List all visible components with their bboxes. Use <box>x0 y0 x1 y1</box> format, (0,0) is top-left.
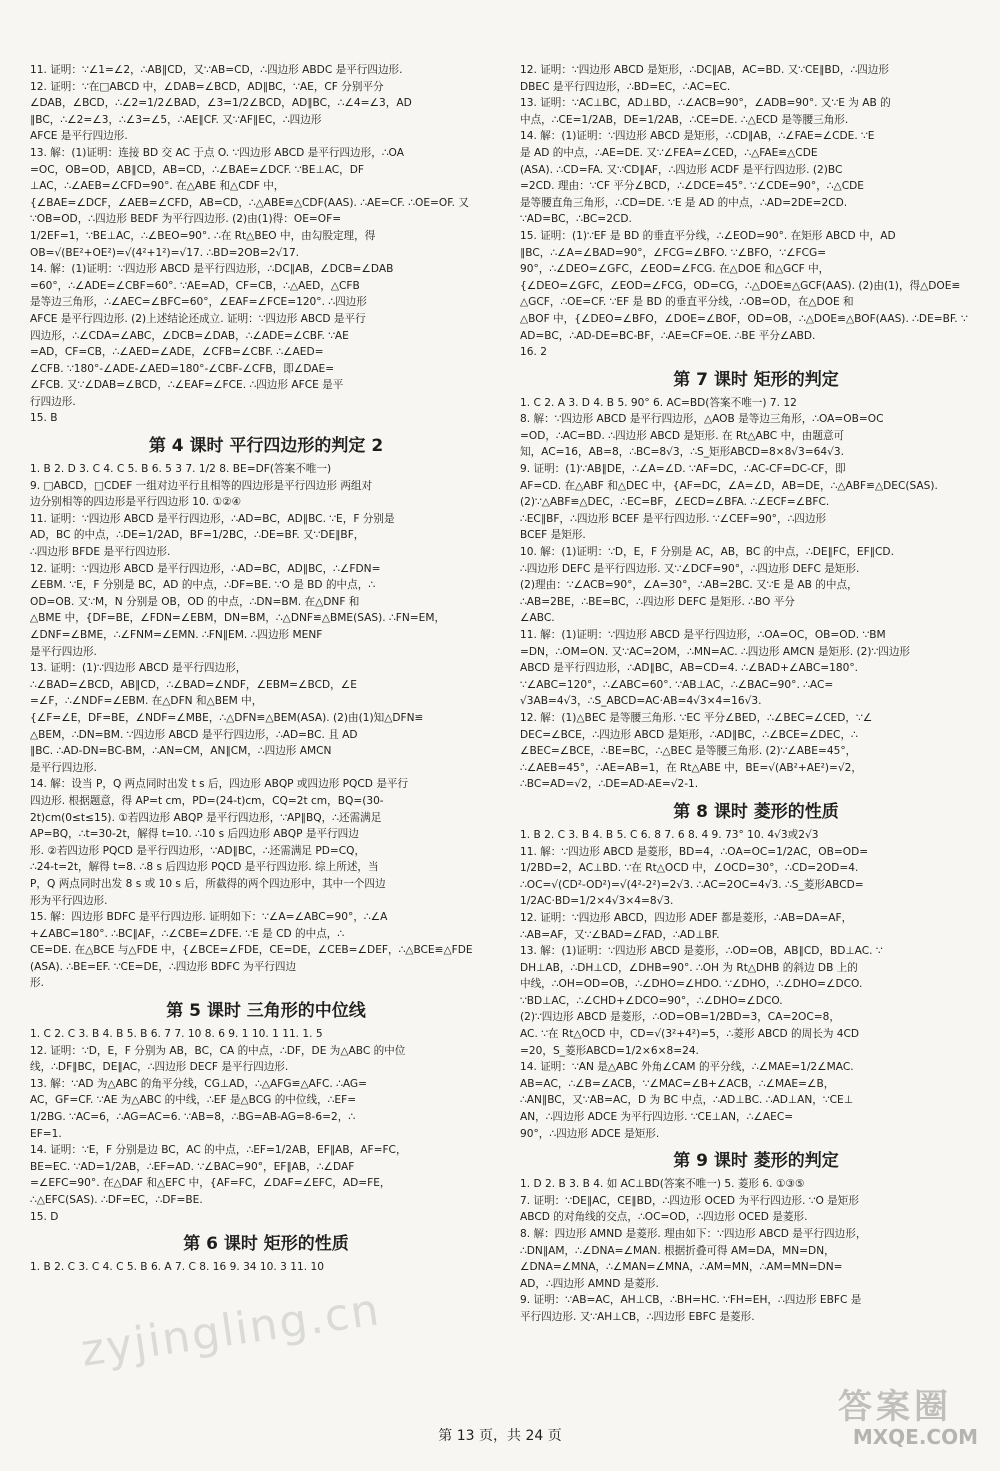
answer-line: 15. B <box>30 412 58 425</box>
answer-item <box>30 478 502 511</box>
answer-line: 12. 证明：∵四边形 ABCD，四边形 ADEF 都是菱形，∴AB=DA=AF， <box>520 911 853 924</box>
answer-line: 14. 解：(1)证明：∵四边形 ABCD 是平行四边形，∴DC∥AB，∠DCB=∠DAB <box>30 263 394 276</box>
answer-line: ∴AN∥BC，又∵AB=AC，D 为 BC 中点，∴AD⊥BC. ∴AD⊥AN，∵CE⊥ <box>520 1094 853 1107</box>
answer-item <box>30 261 502 410</box>
answer-line: 是平行四边形. <box>30 645 97 658</box>
answer-item <box>30 1259 502 1276</box>
answer-item <box>520 710 992 793</box>
watermark-text: zyjingling.cn <box>77 1284 384 1377</box>
answer-line: 知，AC=16，AB=8，∴BC=8√3，∴S_矩形ABCD=8×8√3=64√3. <box>520 446 845 459</box>
left-column <box>30 62 502 1276</box>
answer-line: 1. C 2. C 3. B 4. B 5. B 6. 7 7. 10 8. 6 9. 1 10. 1 11. 1. 5 <box>30 1028 323 1041</box>
answer-item <box>520 95 992 128</box>
answer-line: 中线，∴OH=OD=OB，∴∠DHO=∠HDO. ∵∠DHO，∴∠DHO=∠DCO. <box>520 978 863 991</box>
answer-line: 12. 证明：∵四边形 ABCD 是平行四边形，∴AD=BC，AD∥BC，∴∠FDN= <box>30 562 381 575</box>
answer-line: EF=1. <box>30 1127 62 1140</box>
section-heading-6: 第 6 课时 矩形的性质 <box>183 1234 349 1255</box>
answer-line: =60°，∴∠ADE=∠CBF=60°. ∵AE=AD，CF=CB，∴△AED，△CFB <box>30 279 360 292</box>
answer-item <box>520 228 992 344</box>
answer-line: 14. 证明：∵E，F 分别是边 BC，AC 的中点，∴EF=1/2AB，EF∥AB，AF=FC， <box>30 1144 407 1157</box>
answer-line: DBEC 是平行四边形，∴BD=EC，∴AC=EC. <box>520 80 731 93</box>
answer-line: P，Q 两点同时出发 8 s 或 10 s 后，所截得的两个四边形中，其中一个四边 <box>30 877 386 890</box>
answer-line: 9. 证明：∵AB=AC，AH⊥CB，∴BH=HC. ∵FH=EH，∴四边形 EBFC 是 <box>520 1294 862 1307</box>
answer-item <box>30 1076 502 1142</box>
answer-item <box>520 544 992 627</box>
answer-line: =2CD. 理由：∵CF 平分∠BCD，∴∠DCE=45°. ∵∠CDE=90°，∴△CDE <box>520 180 864 193</box>
answer-line: ABCD 是平行四边形，∴AD∥BC，AB=CD=4. ∴∠BAD+∠ABC=180°. <box>520 662 858 675</box>
answer-item <box>30 561 502 661</box>
answer-line: 形. <box>30 977 44 990</box>
answer-line: {∠DEO=∠GFC，∠EOD=∠FCG，OD=CG，∴△DOE≌△GCF(AAS). (2)由(1)，得△DOE≌ <box>520 279 961 292</box>
answer-line: 90°，∴四边形 ADCE 是矩形. <box>520 1127 660 1140</box>
answer-line: ∴∠BAD=∠BCD，AB∥CD，∴∠BAD=∠NDF，∠EBM=∠BCD，∠E <box>30 678 357 691</box>
answer-line: OB=√(BE²+OE²)=√(4²+1²)=√17. ∴BD=2OB=2√17. <box>30 246 300 259</box>
answer-item <box>520 1292 992 1325</box>
answer-line: 1/2AC·BD=1/2×4√3×4=8√3. <box>520 895 674 908</box>
answer-item <box>520 1226 992 1292</box>
answer-line: 中点，∴CE=1/2AB，DE=1/2AB，∴CE=DE. ∴△ECD 是等腰三角形. <box>520 113 849 126</box>
answer-line: △BME 中，{DF=BE，∠FDN=∠EBM，DN=BM，∴△DNF≌△BME(SAS). ∴FN=EM， <box>30 612 446 625</box>
answer-line: 16. 2 <box>520 346 547 359</box>
answer-item <box>520 627 992 710</box>
answer-line: 11. 解：(1)证明：∵四边形 ABCD 是平行四边形，∴OA=OC，OB=OD. ∵BM <box>520 629 886 641</box>
answer-line: 11. 证明：∵∠1=∠2，∴AB∥CD，又∵AB=CD，∴四边形 ABDC 是平行四边形. <box>30 64 403 76</box>
answer-item <box>520 344 992 361</box>
answer-line: ∠DNF=∠BME，∴∠FNM=∠EMN. ∴FN∥EM. ∴四边形 MENF <box>30 629 323 641</box>
answer-line: =OD，∴AC=BD. ∴四边形 ABCD 是矩形. 在 Rt△ABC 中，由题意可 <box>520 429 845 442</box>
answer-line: 1/2BG. ∵AC=6，∴AG=AC=6. ∵AB=8，∴BG=AB-AG=8-6=2，∴ <box>30 1111 356 1124</box>
answer-line: 是平行四边形. <box>30 761 97 774</box>
answer-line: 14. 解：设当 P，Q 两点同时出发 t s 后，四边形 ABQP 或四边形 PQCD 是平行 <box>30 778 409 791</box>
answer-line: √3AB=4√3，∴S_ABCD=AC·AB=4√3×4=16√3. <box>520 695 762 708</box>
answer-line: 2t)cm(0≤t≤15). ①若四边形 ABQP 是平行四边形，∵AP∥BQ，∴还需满足 <box>30 811 382 824</box>
answer-item <box>520 395 992 412</box>
answer-line: ∴∠AEB=45°，∴AE=AB=1，在 Rt△ABE 中，BE=√(AB²+AE²)=√2， <box>520 761 862 774</box>
answer-line: =AD，CF=CB，∴∠AED=∠ADE，∠CFB=∠CBF. ∴∠AED= <box>30 346 324 359</box>
logo-mark: 答案圈 <box>838 1387 952 1427</box>
answer-line: 15. 证明：(1)∵EF 是 BD 的垂直平分线，∴∠EOD=90°. 在矩形 ABCD 中，AD <box>520 229 896 242</box>
answer-line: ∴EC∥BF，∴四边形 BCEF 是平行四边形. ∵∠CEF=90°，∴四边形 <box>520 512 827 525</box>
answer-line: ∠DNA=∠MNA，∴∠MAN=∠MNA，∴AM=MN，∴AM=MN=DN= <box>520 1261 843 1274</box>
section-heading-9: 第 9 课时 菱形的判定 <box>673 1151 839 1172</box>
answer-line: 1. B 2. C 3. B 4. B 5. C 6. 8 7. 6 8. 4 9. 73° 10. 4√3或2√3 <box>520 828 819 841</box>
answer-line: =∠EFC=90°. 在△DAF 和△EFC 中，{AF=FC，∠DAF=∠EFC，AD=FE， <box>30 1177 391 1190</box>
answer-line: 12. 证明：∵在□ABCD 中，∠DAB=∠BCD，AD∥BC，∵AE，CF 分别平分 <box>30 80 384 93</box>
answer-line: DEC=∠BCE，∴四边形 ABCD 是矩形，∴AD∥BC，∴∠BCE=∠DEC，∴ <box>520 728 858 741</box>
answer-line: 9. □ABCD，□CDEF 一组对边平行且相等的四边形是平行四边形 两组对 <box>30 479 373 492</box>
answer-item <box>520 827 992 844</box>
answer-line: AD=BC，∴AD-DE=BC-BF，∴AE=CF=OE. ∴BE 平分∠ABD. <box>520 329 816 342</box>
answer-line: ⊥AC，∴∠AEB=∠CFD=90°. 在△ABE 和△CDF 中， <box>30 180 285 193</box>
answer-line: 1. C 2. A 3. D 4. B 5. 90° 6. AC=BD(答案不唯一) 7. 12 <box>520 396 797 409</box>
answer-line: ∴AB=AF，又∵∠BAD=∠FAD，∴AD⊥BF. <box>520 928 720 941</box>
answer-line: 1/2BD=2，AC⊥BD. ∵在 Rt△OCD 中，∠OCD=30°，∴CD=2OD=4. <box>520 862 859 875</box>
answer-line: 形为平行四边形. <box>30 894 108 907</box>
answer-item <box>30 410 502 427</box>
answer-line: 11. 证明：∵四边形 ABCD 是平行四边形，∴AD=BC，AD∥BC. ∵E，F 分别是 <box>30 512 395 525</box>
answer-line: ∠FCB. 又∵∠DAB=∠BCD，∴∠EAF=∠FCE. ∴四边形 AFCE 是平 <box>30 379 344 392</box>
answer-line: ∠BEC=∠BCE，∴BE=BC，∴△BEC 是等腰三角形. (2)∵∠ABE=45°， <box>520 745 857 758</box>
answer-item <box>30 1043 502 1076</box>
answer-line: {∠BAE=∠DCF，∠AEB=∠CFD，AB=CD，∴△ABE≌△CDF(AAS). ∴AE=CF. ∴OE=OF. 又 <box>30 196 469 209</box>
answer-line: 8. 解：四边形 AMND 是菱形. 理由如下：∵四边形 ABCD 是平行四边形， <box>520 1228 867 1240</box>
answer-item <box>520 62 992 95</box>
answer-line: 四边形，∴∠CDA=∠ABC，∠DCB=∠DAB，∴∠ADE=∠CBF. ∵AE <box>30 329 349 342</box>
answer-line: 1/2EF=1，∵BE⊥AC，∴∠BEO=90°. ∴在 Rt△BEO 中，由勾股定理，得 <box>30 229 376 242</box>
answer-line: DH⊥AB，∴DH⊥CD，∠DHB=90°. ∴OH 为 Rt△DHB 的斜边 DB 上的 <box>520 961 858 974</box>
answer-item <box>30 79 502 145</box>
section-heading-5: 第 5 课时 三角形的中位线 <box>166 1001 366 1022</box>
answer-line: 13. 证明：(1)∵四边形 ABCD 是平行四边形， <box>30 662 247 675</box>
answer-item <box>520 943 992 1059</box>
answer-line: ABCD 的对角线的交点，∴OC=OD，∴四边形 OCED 是菱形. <box>520 1211 808 1224</box>
answer-line: 8. 解：∵四边形 ABCD 是平行四边形，△AOB 是等边三角形，∴OA=OB=OC <box>520 413 884 426</box>
answer-line: ∴四边形 BFDE 是平行四边形. <box>30 546 171 559</box>
answer-line: =OC，OB=OD，AB∥CD，AB=CD，∴∠BAE=∠DCF. ∵BE⊥AC，DF <box>30 163 365 176</box>
right-column <box>520 62 992 1326</box>
answer-line: AC，GF=CF. ∵AE 为△ABC 的中线，∴EF 是△BCG 的中位线，∴EF= <box>30 1094 357 1107</box>
answer-line: 15. D <box>30 1210 59 1223</box>
section-heading-8: 第 8 课时 菱形的性质 <box>673 801 839 822</box>
answer-line: AP=BQ，∴t=30-2t，解得 t=10. ∴10 s 后四边形 ABQP 是平行四边 <box>30 828 359 841</box>
answer-line: =20，S_菱形ABCD=1/2×6×8=24. <box>520 1044 699 1057</box>
answer-line: 形. ②若四边形 PQCD 是平行四边形，∵AD∥BC，∴还需满足 PD=CQ， <box>30 844 366 857</box>
answer-item <box>30 62 502 79</box>
answer-line: 15. 解：四边形 BDFC 是平行四边形. 证明如下：∵∠A=∠ABC=90°，∴∠A <box>30 911 388 924</box>
answer-item <box>520 844 992 910</box>
answer-item <box>30 776 502 909</box>
answer-line: 1. D 2. B 3. B 4. 如 AC⊥BD(答案不唯一) 5. 菱形 6. ①③⑤ <box>520 1178 805 1191</box>
answer-line: {∠F=∠E，DF=BE，∠NDF=∠MBE，∴△DFN≌△BEM(ASA). (2)由(1)知△DFN≌ <box>30 711 424 724</box>
answer-line: ∵AD=BC，∴BC=2CD. <box>520 213 632 226</box>
answer-line: ∠ABC. <box>520 612 555 625</box>
answer-line: 平行四边形. 又∵AH⊥CB，∴四边形 EBFC 是菱形. <box>520 1310 755 1323</box>
answer-item <box>520 1193 992 1226</box>
answer-line: AC. ∵在 Rt△OCD 中，CD=√(3²+4²)=5，∴菱形 ABCD 的周长为 4CD <box>520 1028 860 1041</box>
page-footer: 第 13 页，共 24 页 <box>438 1428 562 1444</box>
answer-line: ∴四边形 DEFC 是平行四边形. 又∵∠DCF=90°，∴四边形 DEFC 是矩形. <box>520 562 860 575</box>
answer-line: ∥BC，∴∠2=∠3，∴∠3=∠5，∴AE∥CF. 又∵AF∥EC，∴四边形 <box>30 113 322 126</box>
answer-line: 14. 解：(1)证明：∵四边形 ABCD 是矩形，∴CD∥AB，∴∠FAE=∠CDE. ∵E <box>520 130 875 143</box>
answer-line: 线，∴DF∥BC，DE∥AC，∴四边形 DECF 是平行四边形. <box>30 1061 289 1074</box>
answer-line: 9. 证明：(1)∵AB∥DE，∴∠A=∠D. ∵AF=DC，∴AC-CF=DC-CF，即 <box>520 463 846 476</box>
answer-item <box>30 660 502 776</box>
answer-line: AB=AC，∴∠B=∠ACB，∵∠MAC=∠B+∠ACB，∴∠MAE=∠B， <box>520 1077 835 1090</box>
answer-line: ∵BD⊥AC，∴∠CHD+∠DCO=90°，∴∠DHO=∠DCO. <box>520 994 783 1007</box>
section-heading-7: 第 7 课时 矩形的判定 <box>673 369 839 390</box>
answer-line: BE=EC. ∵AD=1/2AB，∴EF=AD. ∵∠BAC=90°，EF∥AB，∴∠DAF <box>30 1160 355 1173</box>
answer-line: 行四边形. <box>30 395 76 408</box>
answer-line: 1. B 2. D 3. C 4. C 5. B 6. 5 3 7. 1/2 8. BE=DF(答案不唯一) <box>30 463 332 476</box>
answer-line: AD，BC 的中点，∴DE=1/2AD，BF=1/2BC，∴DE=BF. 又∵DE∥BF， <box>30 529 365 542</box>
answer-item <box>30 145 502 261</box>
answer-line: 1. B 2. C 3. C 4. C 5. B 6. A 7. C 8. 16 9. 34 10. 3 11. 10 <box>30 1261 324 1274</box>
answer-line: OD=OB. 又∵M，N 分别是 OB，OD 的中点，∴DN=BM. 在△DNF 和 <box>30 595 360 608</box>
answer-line: ∴AB=2BE，∴BE=BC，∴四边形 DEFC 是矩形. ∴BO 平分 <box>520 595 795 608</box>
answer-line: 12. 证明：∵D，E，F 分别为 AB，BC，CA 的中点，∴DF，DE 为△ABC 的中位 <box>30 1044 406 1057</box>
answer-line: (ASA). ∴CD=FA. 又∵CD∥AF，∴四边形 ACDF 是平行四边形. (2)BC <box>520 163 843 176</box>
answer-line: △GCF，∴OE=CF. ∵EF 是 BD 的垂直平分线，∴OB=OD，在△DOE 和 <box>520 296 854 309</box>
answer-line: AF=CD. 在△ABF 和△DEC 中，{AF=DC，∠A=∠D，AB=DE，∴△ABF≌△DEC(SAS). <box>520 479 938 492</box>
answer-line: =∠F，∴∠NDF=∠EBM. 在△DFN 和△BEM 中， <box>30 695 263 708</box>
answer-line: ∥BC，∴∠A=∠BAD=90°，∠FCG=∠BFO. ∵∠BFO，∵∠FCG= <box>520 246 827 259</box>
answer-line: AFCE 是平行四边形. (2)上述结论还成立. 证明：∵四边形 ABCD 是平行 <box>30 312 366 325</box>
answer-line: ∠DAB，∠BCD，∴∠2=1/2∠BAD，∠3=1/2∠BCD，AD∥BC，∴∠4=∠3，AD <box>30 97 412 110</box>
answer-line: 是等边三角形，∴∠AEC=∠BFC=60°，∠EAF=∠FCE=120°. ∴四边形 <box>30 296 367 309</box>
answer-line: 13. 解：(1)证明：∵四边形 ABCD 是菱形，∴OD=OB，AB∥CD，BD⊥AC. ∵ <box>520 945 883 958</box>
answer-item <box>520 128 992 228</box>
answer-line: ∵OB=OD，∴四边形 BEDF 为平行四边形. (2)由(1)得：OE=OF= <box>30 213 342 226</box>
answer-line: ∠EBM. ∵E，F 分别是 BC，AD 的中点，∴DF=BE. ∵O 是 BD 的中点，∴ <box>30 579 376 592</box>
answer-item <box>30 511 502 561</box>
answer-item <box>520 1059 992 1142</box>
answer-line: AD，∴四边形 AMND 是菱形. <box>520 1277 659 1290</box>
answer-line: ∥BC. ∴AD-DN=BC-BM，∴AN=CM，AN∥CM，∴四边形 AMCN <box>30 745 332 758</box>
answer-line: AN，∴四边形 ADCE 为平行四边形. ∵CE⊥AN，∴∠AEC= <box>520 1111 794 1124</box>
answer-line: ∴DN∥AM，∴∠DNA=∠MAN. 根据折叠可得 AM=DA，MN=DN， <box>520 1244 835 1257</box>
answer-line: (2)理由：∵∠ACB=90°，∠A=30°，∴AB=2BC. 又∵E 是 AB 的中点， <box>520 579 858 592</box>
answer-line: 13. 解：(1)证明：连接 BD 交 AC 于点 O. ∵四边形 ABCD 是平行四边形，∴OA <box>30 146 404 159</box>
answer-item <box>30 909 502 992</box>
answer-line: 四边形. 根据题意，得 AP=t cm，PD=(24-t)cm，CQ=2t cm，BQ=(30- <box>30 794 384 807</box>
answer-line: (ASA). ∴BE=EF. ∵CE=DE，∴四边形 BDFC 为平行四边 <box>30 960 297 973</box>
answer-item <box>30 1142 502 1208</box>
answer-item <box>30 1026 502 1043</box>
answer-line: 13. 解：∵AD 为△ABC 的角平分线，CG⊥AD，∴△AFG≌△AFC. ∴AG= <box>30 1077 367 1090</box>
answer-line: 13. 证明：∵AC⊥BC，AD⊥BD，∴∠ACB=90°，∠ADB=90°. 又∵E 为 AB 的 <box>520 97 891 110</box>
answer-line: 是等腰直角三角形，∴CD=DE. ∵E 是 AD 的中点，∴AD=2DE=2CD. <box>520 196 848 209</box>
answer-line: 7. 证明：∵DE∥AC，CE∥BD，∴四边形 OCED 为平行四边形. ∵O 是矩形 <box>520 1194 859 1207</box>
answer-line: ∴BC=AD=√2，∴DE=AD-AE=√2-1. <box>520 778 699 791</box>
answer-line: ∴△EFC(SAS). ∴DF=EC，∴DF=BE. <box>30 1194 203 1206</box>
answer-line: 是 AD 的中点，∴AE=DE. 又∵∠FEA=∠CED，∴△FAE≌△CDE <box>520 146 818 159</box>
answer-line: ∴OC=√(CD²-OD²)=√(4²-2²)=2√3. ∴AC=2OC=4√3. ∴S_菱形ABCD= <box>520 878 864 891</box>
answer-item <box>520 461 992 544</box>
answer-item <box>30 1209 502 1226</box>
answer-item <box>520 411 992 461</box>
answer-line: △BOF 中，{∠DEO=∠BFO，∠DOE=∠BOF，OD=OB，∴△DOE≌△BOF(AAS). ∴DE=BF. ∵ <box>520 312 968 325</box>
answer-line: BCEF 是矩形. <box>520 529 586 542</box>
answer-line: (2)∵四边形 ABCD 是菱形，∴OD=OB=1/2BD=3，CA=2OC=8， <box>520 1011 841 1024</box>
answer-line: 10. 解：(1)证明：∵D，E，F 分别是 AC，AB，BC 的中点，∴DE∥FC，EF∥CD. <box>520 546 894 559</box>
answer-line: △BEM，∴DN=BM. ∵四边形 ABCD 是平行四边形，∴AD=BC. 且 AD <box>30 728 358 741</box>
answer-line: CE=DE. 在△BCE 与△FDE 中，{∠BCE=∠FDE，CE=DE，∠CEB=∠DEF，∴△BCE≌△FDE <box>30 944 473 957</box>
answer-item <box>30 461 502 478</box>
answer-line: AFCE 是平行四边形. <box>30 130 128 143</box>
answer-line: =DN，∴OM=ON. 又∵AC=2OM，∴MN=AC. ∴四边形 AMCN 是矩形. (2)∵四边形 <box>520 645 911 658</box>
answer-line: ∵∠ABC=120°，∴∠ABC=60°. ∵AB⊥AC，∴∠BAC=90°. ∴AC= <box>520 678 834 691</box>
answer-line: 边分别相等的四边形是平行四边形 10. ①②④ <box>30 496 241 509</box>
answer-line: (2)∵△ABF≌△DEC，∴EC=BF，∠ECD=∠BFA. ∴∠ECF=∠BFC. <box>520 496 830 509</box>
answer-line: ∴24-t=2t，解得 t=8. ∴8 s 后四边形 PQCD 是平行四边形. 综上所述，当 <box>30 861 379 874</box>
answer-line: 90°，∴∠DEO=∠GFC，∠EOD=∠FCG. 在△DOE 和△GCF 中， <box>520 263 830 276</box>
answer-line: 14. 证明：∵AN 是△ABC 外角∠CAM 的平分线，∴∠MAE=1/2∠MAC. <box>520 1061 854 1074</box>
logo-text: MXQE.COM <box>852 1425 978 1449</box>
answer-line: 12. 证明：∵四边形 ABCD 是矩形，∴DC∥AB，AC=BD. 又∵CE∥BD，∴四边形 <box>520 64 889 76</box>
answer-line: 12. 解：(1)△BEC 是等腰三角形. ∵EC 平分∠BED，∴∠BEC=∠CED，∵∠ <box>520 711 873 724</box>
answer-line: ∠CFB. ∵180°-∠ADE-∠AED=180°-∠CBF-∠CFB，即∠DAE= <box>30 362 335 375</box>
section-heading-4: 第 4 课时 平行四边形的判定 2 <box>148 436 384 457</box>
answer-line: 11. 解：∵四边形 ABCD 是菱形，BD=4，∴OA=OC=1/2AC，OB=OD= <box>520 845 869 858</box>
answer-item <box>520 1176 992 1193</box>
answer-line: +∠ABC=180°. ∴BC∥AF，∴∠CBE=∠DFE. ∵E 是 CD 的中点，∴ <box>30 927 345 940</box>
answer-item <box>520 910 992 943</box>
